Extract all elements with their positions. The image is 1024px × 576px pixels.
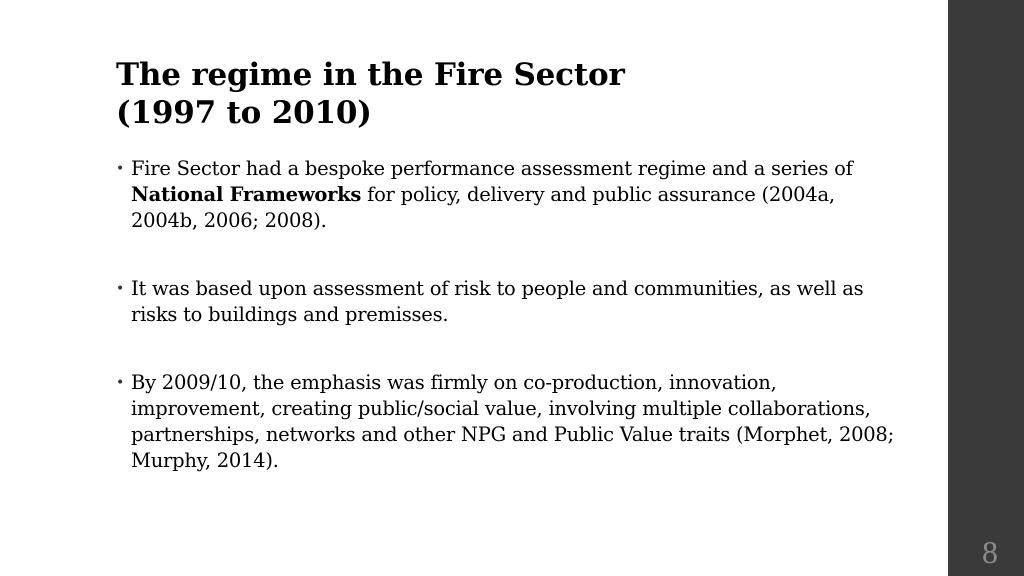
bullet-item-3-text: By 2009/10, the emphasis was firmly on co-production, innovation, improvement, creating public/social value, involving multiple collaborations, partnerships, networks and other NPG and Public Value traits (Morphet, 2008; Murphy, 2014).: [131, 371, 894, 472]
bullet-item-2-text: It was based upon assessment of risk to people and communities, as well as risks to buildings and premisses.: [131, 277, 864, 326]
bullet-item-1: [116, 156, 906, 234]
bullet-item-2: [116, 276, 906, 328]
bullet-dot-icon: •: [116, 161, 125, 177]
slide-title: [116, 56, 916, 132]
bullet-item-1-text-start: Fire Sector had a bespoke performance assessment regime and a series of: [131, 157, 853, 180]
bullet-item-1-bold-text: National Frameworks: [131, 183, 362, 206]
slide-title-line-2: (1997 to 2010): [116, 95, 372, 131]
slide-number: 8: [982, 534, 998, 570]
side-panel: [948, 0, 1024, 576]
bullet-dot-icon: •: [116, 375, 125, 391]
bullet-item-3: [116, 370, 906, 474]
slide-title-line-1: The regime in the Fire Sector: [116, 57, 625, 93]
bullet-dot-icon: •: [116, 281, 125, 297]
bullet-item-1-text-end: for policy, delivery and public assurance (2004a, 2004b, 2006; 2008).: [131, 183, 835, 232]
bullet-list: [116, 156, 906, 474]
